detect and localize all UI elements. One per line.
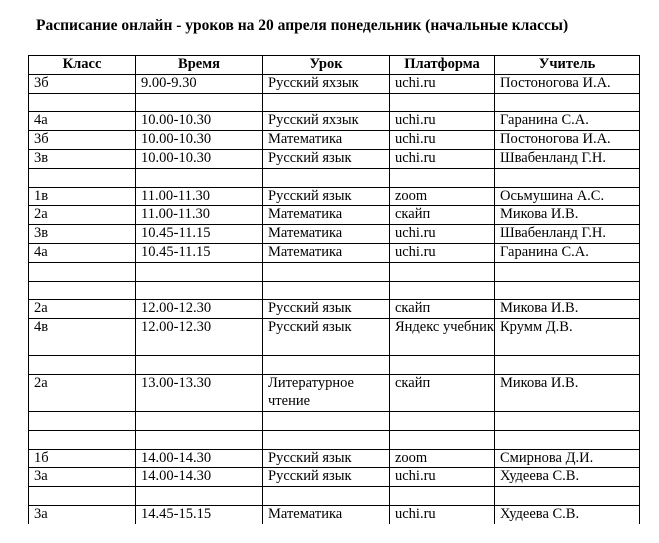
table-cell-empty (390, 262, 495, 281)
cell-time: 13.00-13.30 (136, 374, 263, 411)
table-row (29, 187, 640, 206)
table-cell-empty (495, 262, 640, 281)
cell-lesson: Русский язык (263, 468, 390, 487)
table-cell-empty (136, 487, 263, 506)
cell-lesson: Русский яхзык (263, 112, 390, 131)
cell-teacher: Швабенланд Г.Н. (495, 149, 640, 168)
table-row-empty (29, 93, 640, 112)
cell-class: 2а (29, 206, 136, 225)
cell-lesson: Математика (263, 225, 390, 244)
header-class: Класс (29, 56, 136, 75)
table-cell-empty (495, 430, 640, 449)
table-cell-empty (263, 262, 390, 281)
document-title: Расписание онлайн - уроков на 20 апреля понедельник (начальные классы) (36, 17, 569, 34)
table-cell-empty (495, 411, 640, 430)
cell-time: 14.00-14.30 (136, 468, 263, 487)
cell-teacher: Швабенланд Г.Н. (495, 225, 640, 244)
header-platform: Платформа (390, 56, 495, 75)
table-cell-empty (29, 168, 136, 187)
cell-platform: скайп (390, 374, 495, 411)
cell-platform: Яндекс учебник (390, 319, 495, 356)
cell-teacher: Гаранина С.А. (495, 243, 640, 262)
cell-class: 3а (29, 468, 136, 487)
table-cell-empty (136, 411, 263, 430)
table-row-empty (29, 168, 640, 187)
table-cell-empty (390, 281, 495, 300)
cell-platform: uchi.ru (390, 74, 495, 93)
cell-class: 1б (29, 449, 136, 468)
cell-lesson: Математика (263, 206, 390, 225)
cell-time: 10.00-10.30 (136, 149, 263, 168)
table-cell-empty (136, 93, 263, 112)
cell-teacher: Постоногова И.А. (495, 74, 640, 93)
cell-time: 10.45-11.15 (136, 243, 263, 262)
table-row-empty (29, 356, 640, 375)
cell-teacher: Крумм Д.В. (495, 319, 640, 356)
cell-class: 4а (29, 243, 136, 262)
table-cell-empty (495, 93, 640, 112)
table-cell-empty (263, 281, 390, 300)
cell-class: 2а (29, 300, 136, 319)
table-cell-empty (136, 281, 263, 300)
cell-teacher: Осьмушина А.С. (495, 187, 640, 206)
cell-class: 3в (29, 149, 136, 168)
cell-lesson: Русский язык (263, 300, 390, 319)
table-cell-empty (390, 411, 495, 430)
table-cell-empty (136, 356, 263, 375)
cell-teacher: Худеева С.В. (495, 505, 640, 523)
table-cell-empty (136, 430, 263, 449)
table-row (29, 206, 640, 225)
cell-lesson: Русский язык (263, 449, 390, 468)
cell-platform: zoom (390, 187, 495, 206)
schedule-body (29, 74, 640, 523)
cell-class: 1в (29, 187, 136, 206)
table-cell-empty (29, 356, 136, 375)
table-row (29, 449, 640, 468)
table-row (29, 131, 640, 150)
table-cell-empty (263, 168, 390, 187)
table-cell-empty (29, 281, 136, 300)
table-cell-empty (136, 262, 263, 281)
table-row-empty (29, 411, 640, 430)
cell-teacher: Микова И.В. (495, 300, 640, 319)
table-row-empty (29, 487, 640, 506)
cell-class: 3б (29, 131, 136, 150)
table-row-empty (29, 262, 640, 281)
table-cell-empty (390, 430, 495, 449)
cell-time: 10.00-10.30 (136, 112, 263, 131)
cell-teacher: Смирнова Д.И. (495, 449, 640, 468)
table-cell-empty (495, 487, 640, 506)
cell-lesson: Математика (263, 131, 390, 150)
cell-teacher: Микова И.В. (495, 374, 640, 411)
cell-lesson: Математика (263, 505, 390, 523)
cell-platform: uchi.ru (390, 112, 495, 131)
cell-platform: uchi.ru (390, 243, 495, 262)
cell-platform: скайп (390, 300, 495, 319)
cell-class: 3в (29, 225, 136, 244)
cell-teacher: Постоногова И.А. (495, 131, 640, 150)
table-row (29, 74, 640, 93)
cell-lesson: Литературное чтение (263, 374, 390, 411)
cell-time: 11.00-11.30 (136, 187, 263, 206)
table-row (29, 225, 640, 244)
cell-time: 11.00-11.30 (136, 206, 263, 225)
cell-lesson: Русский язык (263, 187, 390, 206)
cell-platform: скайп (390, 206, 495, 225)
table-header-row (29, 56, 640, 75)
table-cell-empty (29, 430, 136, 449)
table-cell-empty (136, 168, 263, 187)
header-time: Время (136, 56, 263, 75)
table-cell-empty (390, 487, 495, 506)
table-row (29, 112, 640, 131)
table-row (29, 505, 640, 523)
table-cell-empty (29, 487, 136, 506)
cell-lesson: Русский яхзык (263, 74, 390, 93)
header-teacher: Учитель (495, 56, 640, 75)
cell-time: 9.00-9.30 (136, 74, 263, 93)
table-cell-empty (390, 168, 495, 187)
table-row (29, 468, 640, 487)
cell-time: 10.45-11.15 (136, 225, 263, 244)
table-cell-empty (29, 411, 136, 430)
table-row (29, 319, 640, 356)
table-row (29, 300, 640, 319)
cell-time: 12.00-12.30 (136, 319, 263, 356)
cell-platform: uchi.ru (390, 131, 495, 150)
cell-time: 14.45-15.15 (136, 505, 263, 523)
cell-time: 12.00-12.30 (136, 300, 263, 319)
header-lesson: Урок (263, 56, 390, 75)
table-cell-empty (263, 356, 390, 375)
cell-platform: zoom (390, 449, 495, 468)
table-cell-empty (29, 93, 136, 112)
cell-platform: uchi.ru (390, 149, 495, 168)
cell-platform: uchi.ru (390, 225, 495, 244)
cell-time: 10.00-10.30 (136, 131, 263, 150)
table-cell-empty (263, 430, 390, 449)
cell-class: 4в (29, 319, 136, 356)
cell-time: 14.00-14.30 (136, 449, 263, 468)
table-cell-empty (29, 262, 136, 281)
schedule-table (28, 55, 640, 524)
cell-teacher: Микова И.В. (495, 206, 640, 225)
table-cell-empty (390, 356, 495, 375)
cell-lesson: Математика (263, 243, 390, 262)
table-cell-empty (495, 281, 640, 300)
table-cell-empty (495, 168, 640, 187)
table-cell-empty (263, 487, 390, 506)
table-cell-empty (263, 93, 390, 112)
cell-lesson: Русский язык (263, 149, 390, 168)
cell-teacher: Худеева С.В. (495, 468, 640, 487)
table-cell-empty (263, 411, 390, 430)
table-row (29, 243, 640, 262)
cell-platform: uchi.ru (390, 505, 495, 523)
table-cell-empty (390, 93, 495, 112)
table-row-empty (29, 430, 640, 449)
table-row (29, 374, 640, 411)
cell-class: 3б (29, 74, 136, 93)
table-row (29, 149, 640, 168)
cell-lesson: Русский язык (263, 319, 390, 356)
table-cell-empty (495, 356, 640, 375)
cell-class: 3а (29, 505, 136, 523)
cell-teacher: Гаранина С.А. (495, 112, 640, 131)
cell-platform: uchi.ru (390, 468, 495, 487)
table-row-empty (29, 281, 640, 300)
cell-class: 4а (29, 112, 136, 131)
cell-class: 2а (29, 374, 136, 411)
